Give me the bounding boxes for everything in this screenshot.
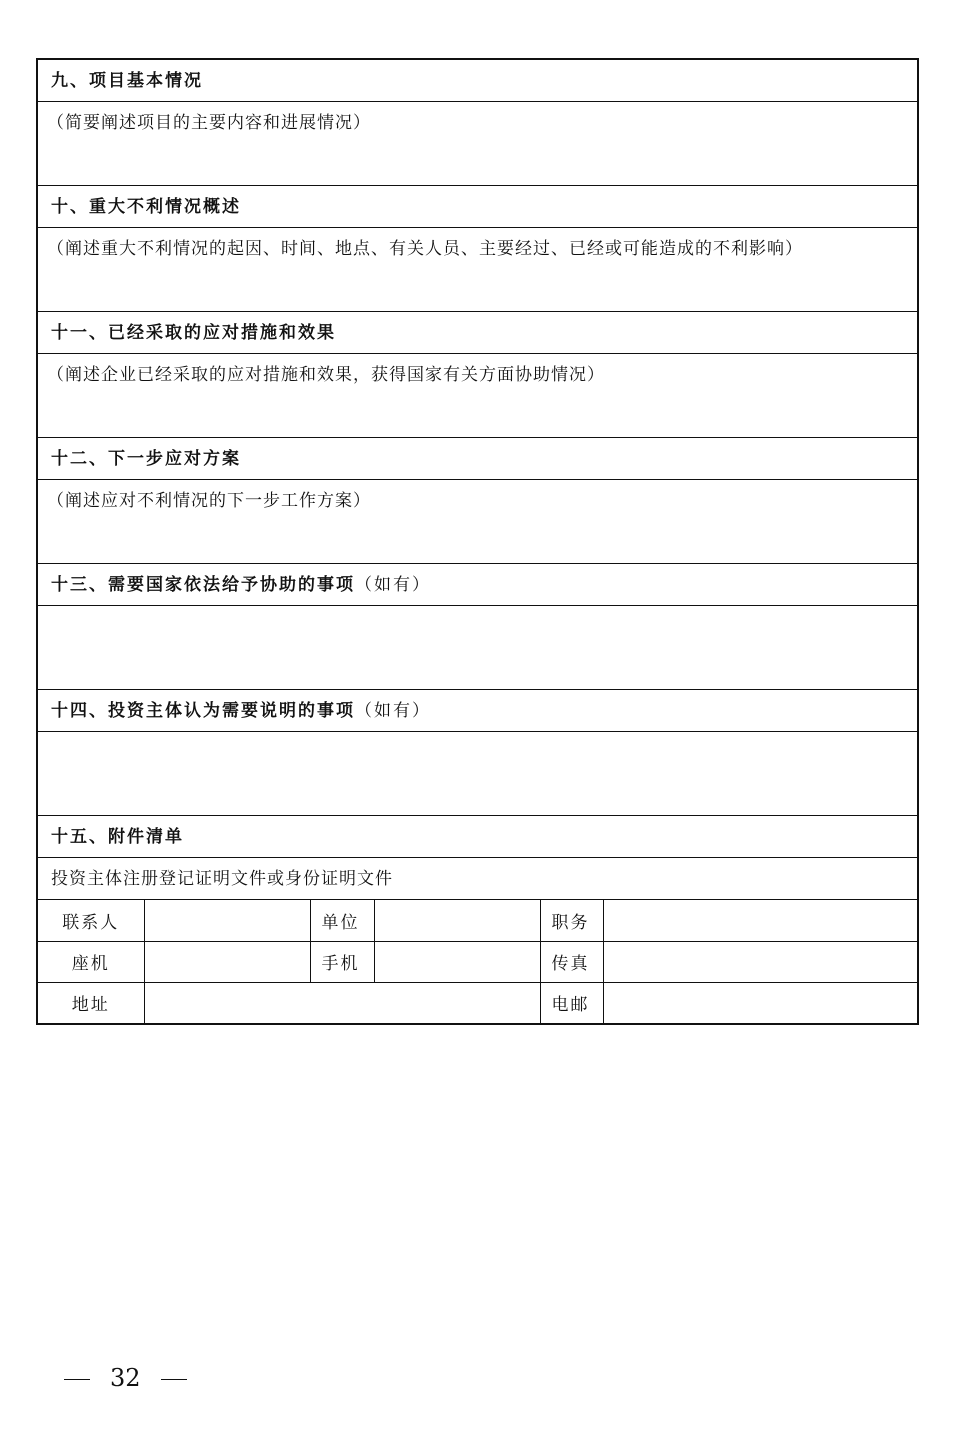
contact-person-field[interactable] [144,900,310,941]
section-heading-11: 十一、已经采取的应对措施和效果 [38,312,917,354]
email-label: 电邮 [540,982,603,1023]
section-heading-10: 十、重大不利情况概述 [38,186,917,228]
fax-field[interactable] [603,941,917,982]
table-row [38,941,917,982]
unit-field[interactable] [374,900,540,941]
table-row [38,900,917,941]
position-field[interactable] [603,900,917,941]
section-heading-9: 九、项目基本情况 [38,60,917,102]
position-label: 职务 [540,900,603,941]
address-label: 地址 [38,982,144,1023]
section-body-13[interactable] [38,606,917,690]
address-field[interactable] [144,982,540,1023]
section-body-11[interactable]: （阐述企业已经采取的应对措施和效果，获得国家有关方面协助情况） [38,354,917,438]
mobile-field[interactable] [374,941,540,982]
page-number [64,1364,187,1392]
mobile-label: 手机 [310,941,374,982]
attachment-item: 投资主体注册登记证明文件或身份证明文件 [38,858,917,900]
section-heading-12: 十二、下一步应对方案 [38,438,917,480]
table-row [38,982,917,1023]
contact-table [38,900,917,1023]
section-body-10[interactable]: （阐述重大不利情况的起因、时间、地点、有关人员、主要经过、已经或可能造成的不利影响） [38,228,917,312]
section-heading-14-note: （如有） [355,701,431,721]
landline-field[interactable] [144,941,310,982]
section-body-14[interactable] [38,732,917,816]
section-heading-13: 十三、需要国家依法给予协助的事项（如有） [38,564,917,606]
section-heading-15: 十五、附件清单 [38,816,917,858]
section-heading-14: 十四、投资主体认为需要说明的事项（如有） [38,690,917,732]
section-body-12[interactable]: （阐述应对不利情况的下一步工作方案） [38,480,917,564]
section-body-9[interactable]: （简要阐述项目的主要内容和进展情况） [38,102,917,186]
page-number-value: 32 [110,1364,141,1392]
page-dash-left [64,1379,90,1380]
section-heading-13-note: （如有） [355,575,431,595]
contact-person-label: 联系人 [38,900,144,941]
unit-label: 单位 [310,900,374,941]
page-dash-right [161,1379,187,1380]
landline-label: 座机 [38,941,144,982]
email-field[interactable] [603,982,917,1023]
fax-label: 传真 [540,941,603,982]
report-form [36,58,919,1025]
